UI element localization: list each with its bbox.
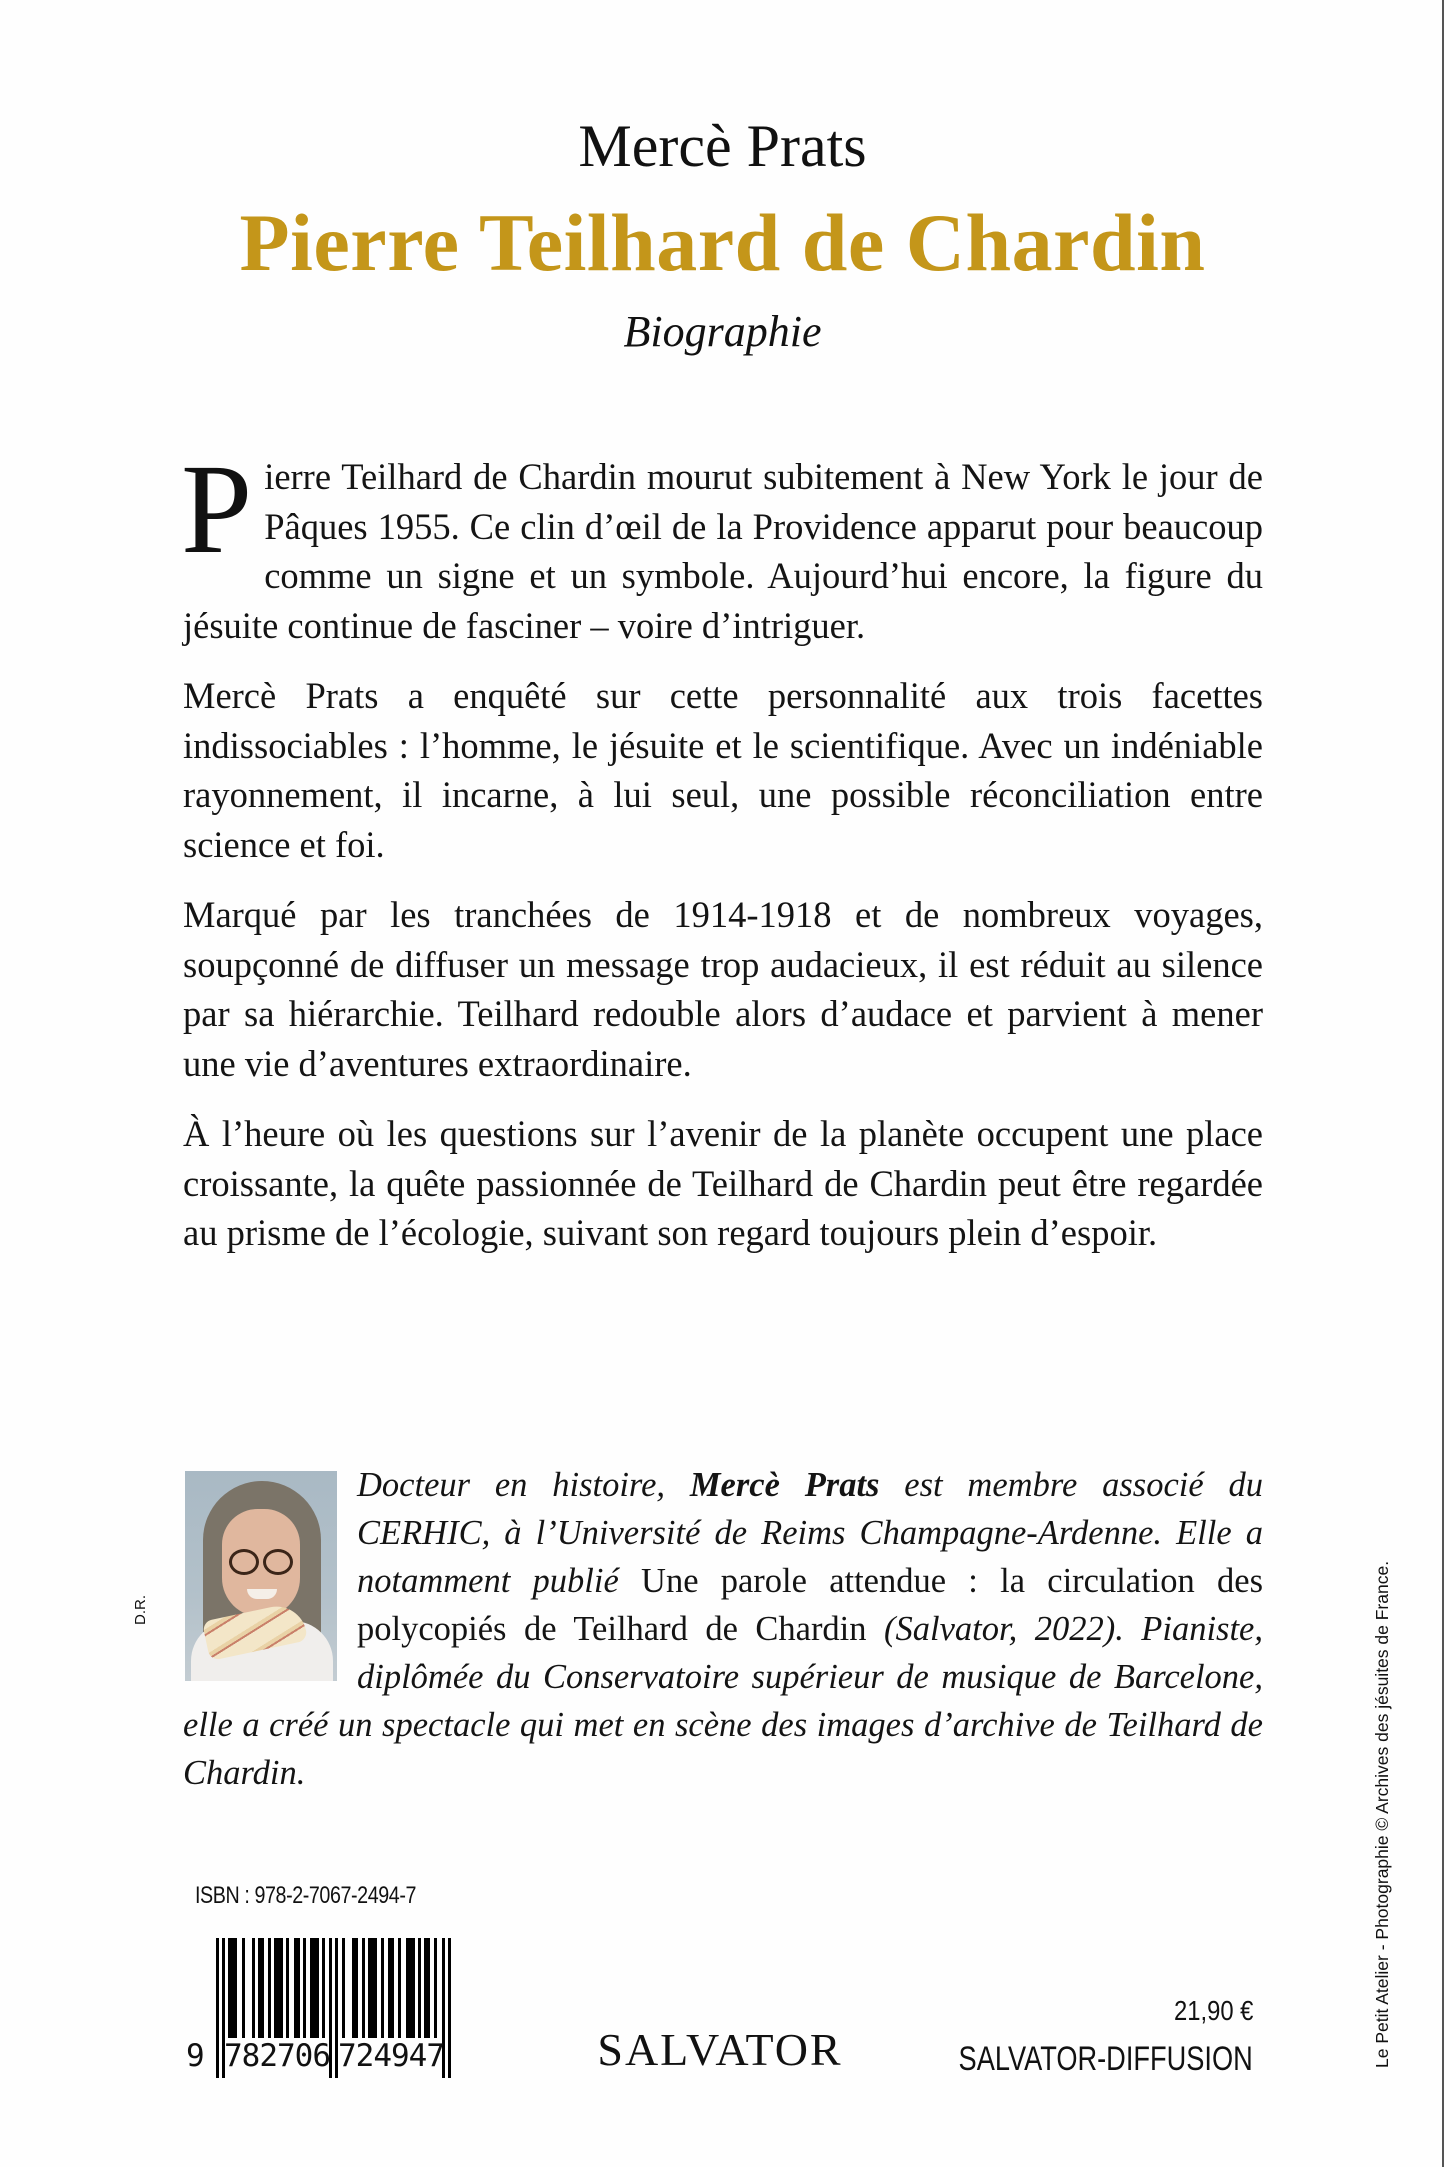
blurb-paragraph-4: À l’heure où les questions sur l’avenir de la planète occupent une place croissante, la quête passionnée de Teilhard de Chardin peut être regardée au prisme de l’écologie, suivant son regard toujours plein d’espoir.	[183, 1113, 1263, 1253]
author-bio	[183, 1461, 1263, 1797]
barcode-right-digits: 724947	[338, 2038, 444, 2074]
drop-cap: P	[181, 438, 253, 580]
publisher-name: SALVATOR	[597, 2024, 843, 2075]
barcode-left-digits: 782706	[224, 2038, 330, 2074]
author-name: Mercè Prats	[578, 113, 867, 179]
blurb-paragraph-3: Marqué par les tranchées de 1914-1918 et de nombreux voyages, soupçonné de diffuser un message trop audacieux, il est réduit au silence par sa hiérarchie. Teilhard redouble alors d’audace et parvient à mener une vie d’aventures extraordinaire.	[183, 894, 1263, 1084]
book-title: Pierre Teilhard de Chardin	[239, 197, 1206, 288]
book-subtitle: Biographie	[623, 307, 822, 356]
author-bio-name: Mercè Prats	[689, 1466, 880, 1504]
blurb-paragraph-1	[181, 438, 1263, 650]
blurb	[181, 438, 1263, 1279]
distributor: SALVATOR-DIFFUSION	[958, 2040, 1253, 2078]
blurb-paragraph-1-text: ierre Teilhard de Chardin mourut subitement à New York le jour de Pâques 1955. Ce clin d’œil de la Providence apparut pour beaucoup comme un signe et un symbole. Aujourd’hui encore, la figure du jésuite continue de fasciner – voire d’intriguer.	[183, 456, 1263, 646]
author-photo	[185, 1471, 337, 1681]
glasses-icon	[229, 1549, 259, 1575]
barcode-first-digit: 9	[186, 2038, 205, 2074]
photo-credit-label: D.R.	[132, 1595, 149, 1625]
design-photo-credit: Le Petit Atelier - Photographie © Archives des jésuites de France.	[1372, 1560, 1392, 2068]
blurb-paragraph-2: Mercè Prats a enquêté sur cette personnalité aux trois facettes indissociables : l’homme, le jésuite et le scientifique. Avec un indéniable rayonnement, il incarne, à lui seul, une possible réconciliation entre science et foi.	[183, 675, 1263, 865]
author-bio-text: Docteur en histoire, Mercè Prats est membre associé du CERHIC, à l’Université de Reims Champagne-Ardenne. Elle a notamment publié Une parole attendue : la circulation des polycopiés de Teilhard de Chardin (Salvator, 2022). Pianiste, diplômée du Conservatoire supérieur de musique de Barcelone, elle a créé un spectacle qui met en scène des images d’archive de Teilhard de Chardin.	[183, 1466, 1263, 1792]
price: 21,90 €	[1173, 1995, 1253, 2026]
referenced-book-title: Une parole attendue : la circulation des polycopiés de Teilhard de Chardin	[357, 1562, 1263, 1648]
isbn: ISBN : 978-2-7067-2494-7	[195, 1882, 417, 1909]
